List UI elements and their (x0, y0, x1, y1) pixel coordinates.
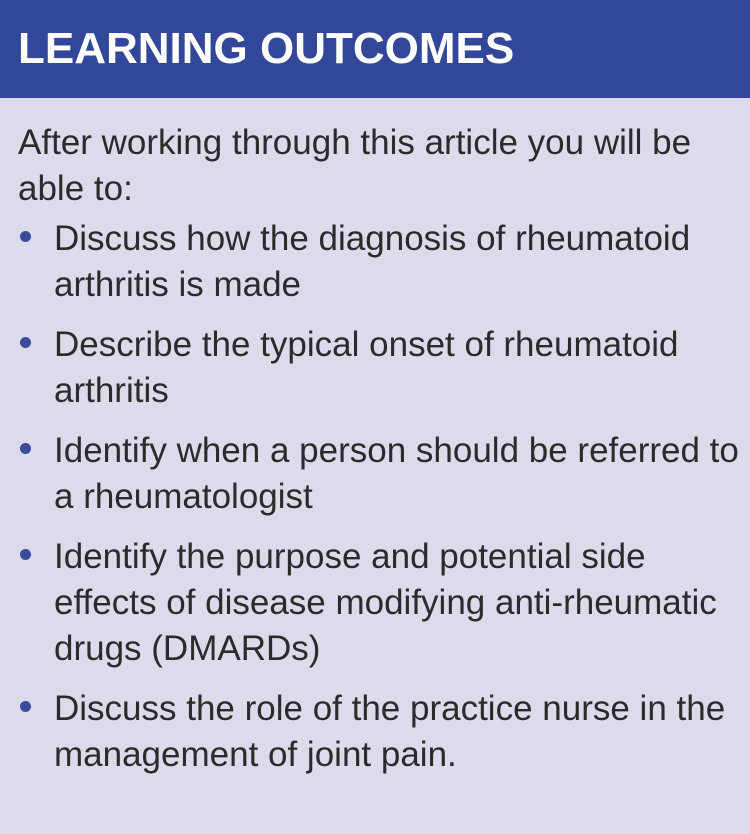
list-item (18, 322, 750, 414)
list-item (18, 534, 750, 672)
intro-text: After working through this article you will be able to: (18, 123, 692, 208)
outcomes-list (18, 216, 740, 778)
list-item (18, 216, 750, 308)
list-item-text: Discuss how the diagnosis of rheumatoid arthritis is made (54, 219, 691, 304)
box-heading: LEARNING OUTCOMES (0, 0, 750, 98)
box-content (0, 98, 750, 778)
list-item-text: Describe the typical onset of rheumatoid arthritis (54, 325, 679, 410)
bullet-dot-icon (20, 549, 31, 560)
list-item-text: Identify when a person should be referred to a rheumatologist (54, 431, 739, 516)
list-item-text: Discuss the role of the practice nurse in the management of joint pain. (54, 689, 726, 774)
bullet-dot-icon (20, 337, 31, 348)
list-item (18, 428, 750, 520)
bullet-dot-icon (20, 231, 31, 242)
bullet-dot-icon (20, 701, 31, 712)
list-item-text: Identify the purpose and potential side effects of disease modifying anti-rheumatic drugs (DMARDs) (54, 537, 717, 668)
list-item (18, 686, 750, 778)
bullet-dot-icon (20, 443, 31, 454)
